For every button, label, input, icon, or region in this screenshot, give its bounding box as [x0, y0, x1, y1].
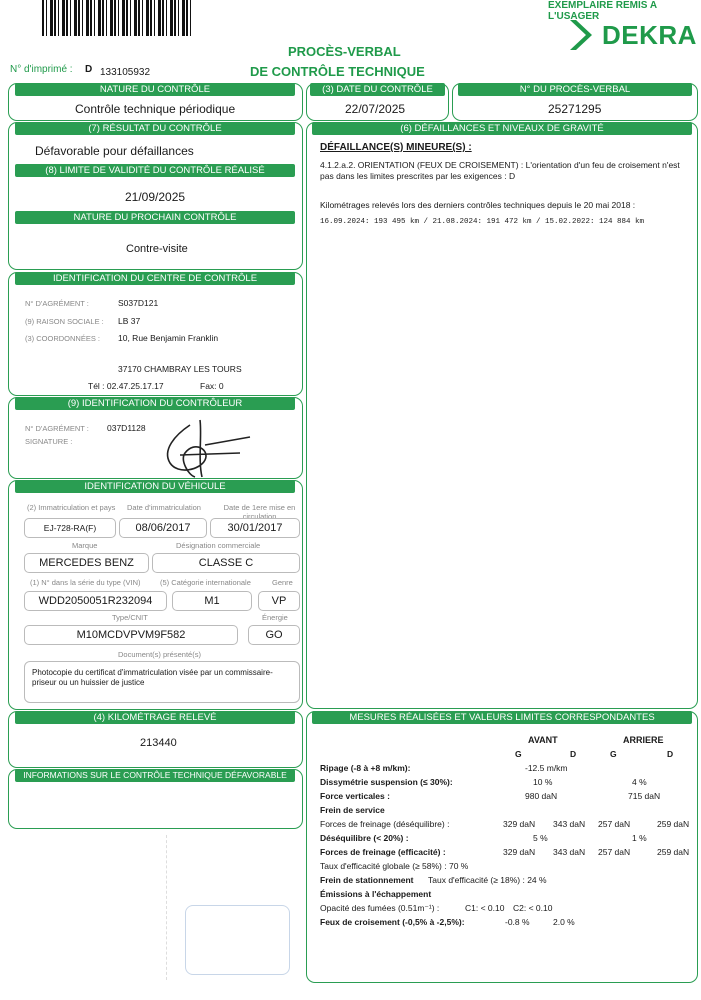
- controleur-header: (9) IDENTIFICATION DU CONTRÔLEUR: [15, 397, 295, 410]
- stamp-box: [185, 905, 290, 975]
- prochain-value: Contre-visite: [126, 243, 188, 255]
- genre-label: Genre: [272, 578, 293, 587]
- dekra-arrow-icon: [568, 18, 604, 52]
- marque-label: Marque: [72, 541, 98, 550]
- feux-label: Feux de croisement (-0,5% à -2,5%):: [320, 917, 465, 927]
- opacite-label: Opacité des fumées (0.51m⁻¹) :: [320, 903, 440, 913]
- km-releves-text: Kilométrages relevés lors des derniers contrôles techniques depuis le 20 mai 2018 :: [320, 200, 636, 210]
- energie-value: GO: [248, 625, 300, 645]
- freinage-eff-rd: 259 daN: [657, 847, 690, 857]
- km-value: 213440: [140, 737, 177, 749]
- dissymetrie-arriere: 4 %: [632, 777, 647, 787]
- mesures-avant-d: D: [570, 749, 577, 759]
- vin-label: (1) N° dans la série du type (VIN): [30, 578, 141, 587]
- categorie-label: (5) Catégorie internationale: [160, 578, 251, 587]
- documents-value: Photocopie du certificat d'immatriculation visée par un commissaire-priseur ou un huissier de justice: [32, 668, 273, 687]
- centre-agrement-label: N° D'AGRÉMENT :: [25, 299, 89, 308]
- centre-coord-label: (3) COORDONNÉES :: [25, 334, 101, 343]
- barcode: [42, 0, 192, 36]
- feux-d: 2.0 %: [553, 917, 575, 927]
- freinage-eff-rg: 257 daN: [598, 847, 631, 857]
- freinage-eff-label: Forces de freinage (efficacité) :: [320, 847, 446, 857]
- desequilibre-label: Déséquilibre (< 20%) :: [320, 833, 409, 843]
- freinage-eff-ag: 329 daN: [503, 847, 536, 857]
- documents-label: Document(s) présenté(s): [118, 650, 201, 659]
- title-line1: PROCÈS-VERBAL: [288, 44, 401, 59]
- dekra-brand: DEKRA: [602, 20, 697, 50]
- force-arriere: 715 daN: [628, 791, 661, 801]
- result-header: (7) RÉSULTAT DU CONTRÔLE: [15, 122, 295, 135]
- date-immat-label: Date d'immatriculation: [127, 503, 201, 512]
- ripage-value: -12.5 m/km: [525, 763, 568, 773]
- date-header: (3) DATE DU CONTRÔLE: [310, 83, 445, 96]
- freinage-des-rd: 259 daN: [657, 819, 690, 829]
- date-immat-value: 08/06/2017: [119, 518, 207, 538]
- freinage-des-ad: 343 daN: [553, 819, 586, 829]
- centre-raison-label: (9) RAISON SOCIALE :: [25, 317, 104, 326]
- dissymetrie-label: Dissymétrie suspension (≤ 30%):: [320, 777, 453, 787]
- title-line2: DE CONTRÔLE TECHNIQUE: [250, 64, 425, 79]
- mesures-arriere-d: D: [667, 749, 674, 759]
- taux-global: Taux d'efficacité globale (≥ 58%) : 70 %: [320, 861, 469, 871]
- force-avant: 980 daN: [525, 791, 558, 801]
- designation-label: Désignation commerciale: [176, 541, 261, 550]
- nature-header: NATURE DU CONTRÔLE: [15, 83, 295, 96]
- imprime-label: N° d'imprimé :: [10, 64, 73, 75]
- marque-value: MERCEDES BENZ: [24, 553, 149, 573]
- freinage-des-ag: 329 daN: [503, 819, 536, 829]
- defaillances-header: (6) DÉFAILLANCES ET NIVEAUX DE GRAVITÉ: [312, 122, 692, 135]
- defaillance-text: 4.1.2.a.2. ORIENTATION (FEUX DE CROISEMENT) : L'orientation d'un feu de croisement n'est pas dans les limites prescrites par les exigences : D: [320, 160, 680, 181]
- imprime-letter: D: [85, 64, 93, 75]
- frein-stationnement: Frein de stationnement: [320, 875, 414, 885]
- dekra-logo: [568, 18, 698, 52]
- exemplaire-label: EXEMPLAIRE REMIS A L'USAGER: [548, 0, 657, 22]
- bottom-divider: [166, 835, 167, 980]
- mesures-arriere: ARRIERE: [623, 735, 664, 745]
- centre-address2: 37170 CHAMBRAY LES TOURS: [118, 364, 242, 374]
- desequilibre-avant: 5 %: [533, 833, 548, 843]
- type-label: Type/CNIT: [112, 613, 148, 622]
- defaillances-box: [306, 122, 698, 709]
- emissions: Émissions à l'échappement: [320, 889, 432, 899]
- limite-header: (8) LIMITE DE VALIDITÉ DU CONTRÔLE RÉALISÉ: [15, 164, 295, 177]
- force-label: Force verticales :: [320, 791, 390, 801]
- feux-g: -0.8 %: [505, 917, 530, 927]
- immat-value: EJ-728-RA(F): [24, 518, 116, 538]
- taux-stationnement: Taux d'efficacité (≥ 18%) : 24 %: [428, 875, 547, 885]
- ripage-label: Ripage (-8 à +8 m/km):: [320, 763, 411, 773]
- freinage-des-label: Forces de freinage (déséquilibre) :: [320, 819, 450, 829]
- date-value: 22/07/2025: [345, 102, 406, 116]
- desequilibre-arriere: 1 %: [632, 833, 647, 843]
- pv-header: N° DU PROCÈS-VERBAL: [458, 83, 692, 96]
- dissymetrie-avant: 10 %: [533, 777, 553, 787]
- opacite-c1: C1: < 0.10: [465, 903, 505, 913]
- controleur-signature-label: SIGNATURE :: [25, 437, 73, 446]
- opacite-c2: C2: < 0.10: [513, 903, 553, 913]
- centre-address1: 10, Rue Benjamin Franklin: [118, 333, 219, 343]
- mesures-avant-g: G: [515, 749, 522, 759]
- controleur-agrement-value: 037D1128: [107, 423, 146, 433]
- signature-image: [150, 415, 260, 480]
- freinage-des-rg: 257 daN: [598, 819, 631, 829]
- energie-label: Énergie: [262, 613, 288, 622]
- controleur-agrement-label: N° D'AGRÉMENT :: [25, 424, 89, 433]
- result-value: Défavorable pour défaillances: [35, 144, 194, 158]
- genre-value: VP: [258, 591, 300, 611]
- centre-raison-value: LB 37: [118, 316, 141, 326]
- designation-value: CLASSE C: [152, 553, 300, 573]
- mesures-avant: AVANT: [528, 735, 558, 745]
- vin-value: WDD2050051R232094: [24, 591, 167, 611]
- type-value: M10MCDVPVM9F582: [24, 625, 238, 645]
- info-header: INFORMATIONS SUR LE CONTRÔLE TECHNIQUE DÉFAVORABLE: [15, 769, 295, 782]
- vehicule-header: IDENTIFICATION DU VÉHICULE: [15, 480, 295, 493]
- prochain-header: NATURE DU PROCHAIN CONTRÔLE: [15, 211, 295, 224]
- km-header: (4) KILOMÉTRAGE RELEVÉ: [15, 711, 295, 724]
- imprime-number: 133105932: [100, 67, 151, 78]
- centre-fax: Fax: 0: [200, 381, 224, 391]
- categorie-value: M1: [172, 591, 252, 611]
- mesures-arriere-g: G: [610, 749, 617, 759]
- centre-agrement-value: S037D121: [118, 298, 159, 308]
- pv-value: 25271295: [548, 102, 602, 116]
- centre-tel: Tél : 02.47.25.17.17: [88, 381, 164, 391]
- km-releves-values: 16.09.2024: 193 495 km / 21.08.2024: 191 472 km / 15.02.2022: 124 884 km: [320, 218, 645, 226]
- centre-header: IDENTIFICATION DU CENTRE DE CONTRÔLE: [15, 272, 295, 285]
- limite-value: 21/09/2025: [125, 190, 186, 204]
- date-mise-label: Date de 1ere mise en circulation: [223, 503, 296, 521]
- date-mise-value: 30/01/2017: [210, 518, 300, 538]
- defaillances-title: DÉFAILLANCE(S) MINEURE(S) :: [320, 142, 472, 153]
- immat-label: (2) Immatriculation et pays: [27, 503, 116, 512]
- freinage-eff-ad: 343 daN: [553, 847, 586, 857]
- mesures-header: MESURES RÉALISÉES ET VALEURS LIMITES CORRESPONDANTES: [312, 711, 692, 724]
- frein-service: Frein de service: [320, 805, 385, 815]
- nature-value: Contrôle technique périodique: [75, 102, 236, 116]
